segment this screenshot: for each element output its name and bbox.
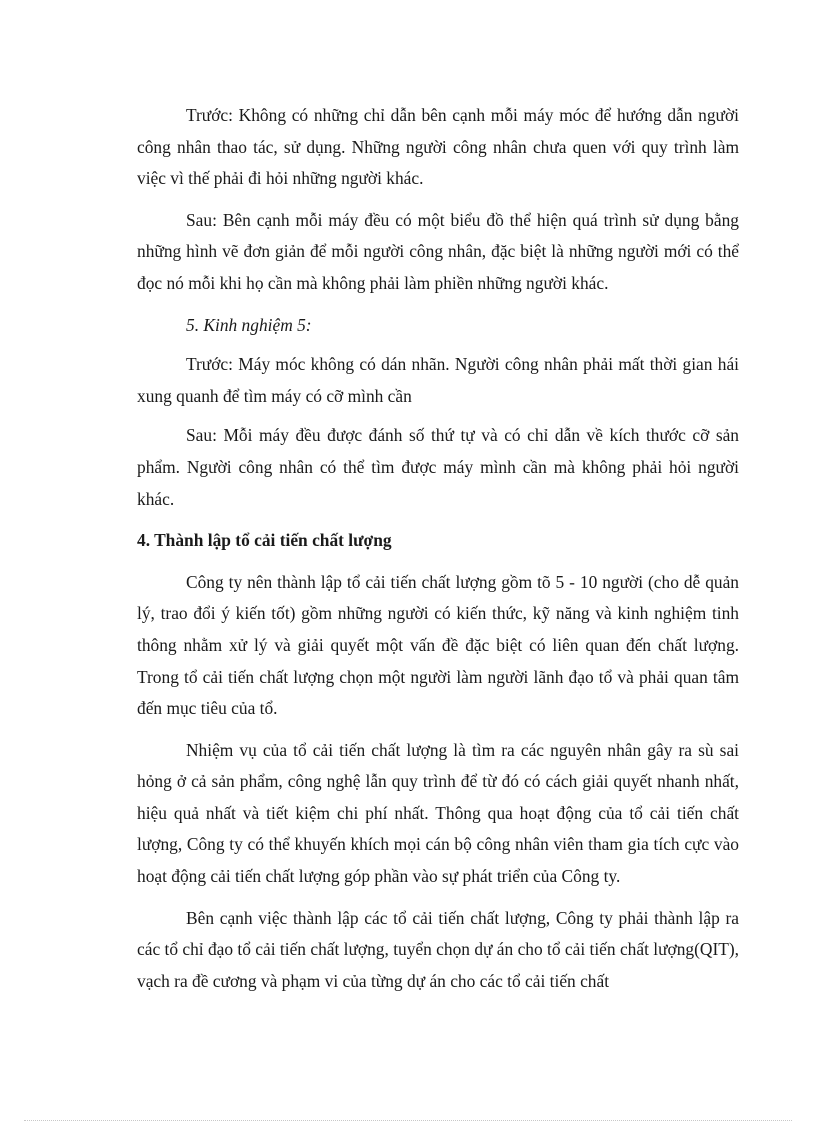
subheading-experience-5: 5. Kinh nghiệm 5: — [186, 314, 312, 335]
paragraph-after-5: Sau: Mỗi máy đều được đánh số thứ tự và có chỉ dẫn về kích thước cỡ sản phẩm. Người công nhân có thể tìm được máy mình cần mà không phải hỏi người khác. — [137, 425, 739, 509]
paragraph-before-4: Trước: Không có những chỉ dẫn bên cạnh mỗi máy móc để hướng dẫn người công nhân thao tác, sử dụng. Những người công nhân chưa quen với quy trình làm việc vì thế phải đi hỏi những người khác. — [137, 105, 739, 189]
section-heading: 4. Thành lập tổ cải tiến chất lượng — [137, 530, 392, 551]
paragraph-after-4: Sau: Bên cạnh mỗi máy đều có một biểu đồ thể hiện quá trình sử dụng bằng những hình vẽ đơn giản để mỗi người công nhân, đặc biệt là những người mới có thể đọc nó mỗi khi họ cần mà không phải làm phiền những người khác. — [137, 209, 739, 293]
paragraph-qit-mission: Nhiệm vụ của tổ cải tiến chất lượng là tìm ra các nguyên nhân gây ra sù sai hỏng ở cả sản phẩm, công nghệ lẫn quy trình để từ đó có cách giải quyết nhanh nhất, hiệu quả nhất và tiết kiệm chi phí nhất. Thông qua hoạt động của tổ cải tiến chất lượng, Công ty có thể khuyến khích mọi cán bộ công nhân viên tham gia tích cực vào hoạt động cải tiến chất lượng góp phần vào sự phát triển của Công ty. — [137, 739, 739, 887]
document-page — [137, 100, 739, 1007]
paragraph-qit-steering: Bên cạnh việc thành lập các tổ cải tiến chất lượng, Công ty phải thành lập ra các tổ chỉ đạo tổ cải tiến chất lượng, tuyển chọn dự án cho tổ cải tiến chất lượng(QIT), vạch ra đề cương và phạm vi của từng dự án cho các tổ cải tiến chất — [137, 907, 739, 991]
paragraph-before-5: Trước: Máy móc không có dán nhãn. Người công nhân phải mất thời gian hái xung quanh để tìm máy có cỡ mình cần — [137, 354, 739, 406]
paragraph-qit-intro: Công ty nên thành lập tổ cải tiến chất lượng gồm tõ 5 - 10 người (cho dễ quản lý, trao đổi ý kiến tốt) gồm những người có kiến thức, kỹ năng và kinh nghiệm tinh thông nhằm xử lý và giải quyết một vấn đề đặc biệt có liên quan đến chất lượng. Trong tổ cải tiến chất lượng chọn một người làm người lãnh đạo tổ và phải quan tâm đến mục tiêu của tổ. — [137, 571, 739, 719]
page-divider — [24, 1120, 792, 1121]
